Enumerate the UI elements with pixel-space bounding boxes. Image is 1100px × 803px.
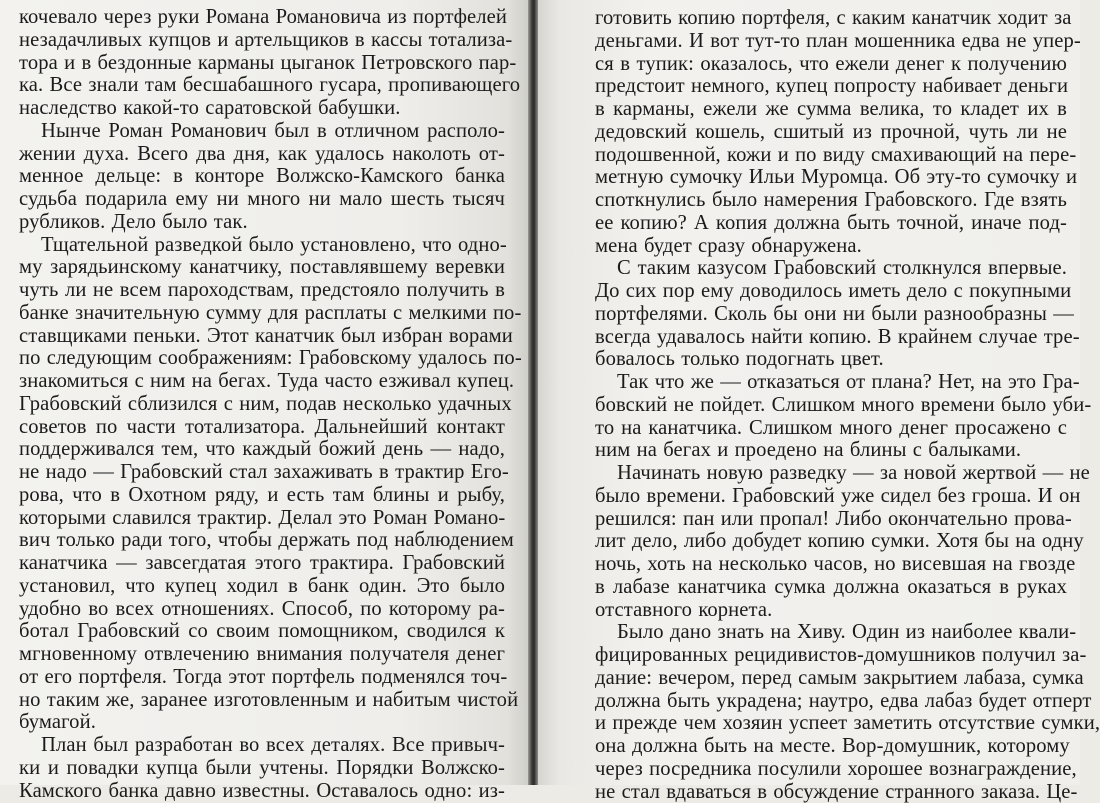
text-line: рубликов. Дело было так.: [19, 211, 505, 234]
text-line: До сих пор ему доводилось иметь дело с покупными: [595, 280, 1067, 303]
text-line: Нынче Роман Романович был в отличном располо-: [19, 120, 505, 143]
text-line: ся в тупик: оказалось, что ежели денег к получению: [595, 53, 1067, 76]
text-line: отставного корнета.: [595, 599, 1067, 622]
text-line: С таким казусом Грабовский столкнулся впервые.: [595, 257, 1067, 280]
text-line: менное дельце: в конторе Волжско-Камского банка: [19, 165, 505, 188]
book-gutter: [528, 0, 538, 785]
left-page-text: [19, 6, 505, 802]
text-line: Было дано знать на Хиву. Один из наиболее квали-: [595, 621, 1067, 644]
text-line: по следующим соображениям: Грабовскому удалось по-: [19, 347, 505, 370]
text-line: кочевало через руки Романа Романовича из портфелей: [19, 6, 505, 29]
right-page-text: [595, 7, 1067, 803]
text-line: советов по части тотализатора. Дальнейший контакт: [19, 416, 505, 439]
text-line: готовить копию портфеля, с каким канатчик ходит за: [595, 7, 1067, 30]
text-line: ставщиками пеньки. Этот канатчик был избран ворами: [19, 325, 505, 348]
text-line: поддерживался тем, что каждый божий день — надо,: [19, 438, 505, 461]
text-line: деньгами. И вот тут-то план мошенника едва не упер-: [595, 30, 1067, 53]
text-line: должна быть украдена; наутро, едва лабаз будет отперт: [595, 690, 1067, 713]
text-line: лит дело, либо добудет копию сумки. Хотя бы на одну: [595, 530, 1067, 553]
text-line: ним на бегах и проедено на блины с балыками.: [595, 439, 1067, 462]
text-line: му зарядьинскому канатчику, поставлявшему веревки: [19, 256, 505, 279]
text-line: Камского банка давно известны. Оставалось одно: из-: [19, 780, 505, 803]
text-line: от его портфеля. Тогда этот портфель подменялся точ-: [19, 666, 505, 689]
text-line: но таким же, заранее изготовленным и набитым чистой: [19, 689, 505, 712]
text-line: Тщательной разведкой было установлено, что одно-: [19, 234, 505, 257]
text-line: удобно во всех отношениях. Способ, по которому ра-: [19, 598, 505, 621]
text-line: тора и в бездонные карманы цыганок Петровского пар-: [19, 52, 505, 75]
text-line: споткнулись было намерения Грабовского. Где взять: [595, 189, 1067, 212]
text-line: Так что же — отказаться от плана? Нет, на это Гра-: [595, 371, 1067, 394]
text-line: ботал Грабовский со своим помощником, сводился к: [19, 620, 505, 643]
text-line: бовский не пойдет. Слишком много времени было уби-: [595, 394, 1067, 417]
text-line: чуть ли не всем пароходствам, предстояло получить в: [19, 279, 505, 302]
text-line: мена будет сразу обнаружена.: [595, 235, 1067, 258]
text-line: она должна быть на месте. Вор-домушник, которому: [595, 735, 1067, 758]
text-line: бовалось только подогнать цвет.: [595, 348, 1067, 371]
text-line: Грабовский сблизился с ним, подав несколько удачных: [19, 393, 505, 416]
text-line: то на канатчика. Слишком много денег просажено с: [595, 417, 1067, 440]
text-line: подошвенной, кожи и по виду смахивающий на пере-: [595, 144, 1067, 167]
text-line: установил, что купец ходил в банк один. Это было: [19, 575, 505, 598]
text-line: дедовский кошель, сшитый из прочной, чуть ли не: [595, 121, 1067, 144]
text-line: через посредника посулили хорошее вознаграждение,: [595, 758, 1067, 781]
text-line: незадачливых купцов и артельщиков в кассы тотализа-: [19, 29, 505, 52]
text-line: банке значительную сумму для расплаты с мелкими по-: [19, 302, 505, 325]
text-line: знакомиться с ним на бегах. Туда часто езживал купец.: [19, 370, 505, 393]
text-line: в карманы, ежели же сумма велика, то кладет их в: [595, 98, 1067, 121]
text-line: судьба подарила ему ни много ни мало шесть тысяч: [19, 188, 505, 211]
text-line: жении духа. Всего два дня, как удалось наколоть от-: [19, 143, 505, 166]
right-page: [538, 0, 1080, 785]
text-line: дание: вечером, перед самым закрытием лабаза, сумка: [595, 667, 1067, 690]
text-line: ка. Все знали там бесшабашного гусара, пропивающего: [19, 74, 505, 97]
text-line: всегда удавалось найти копию. В крайнем случае тре-: [595, 326, 1067, 349]
text-line: которыми славился трактир. Делал это Роман Романо-: [19, 507, 505, 530]
text-line: вич только ради того, чтобы держать под наблюдением: [19, 529, 505, 552]
text-line: бумагой.: [19, 711, 505, 734]
text-line: портфелями. Сколь бы они ни были разнообразны —: [595, 303, 1067, 326]
left-page: [0, 0, 528, 785]
text-line: ночь, хоть на несколько часов, но висевшая на гвозде: [595, 553, 1067, 576]
text-line: и прежде чем хозяин успеет заметить отсутствие сумки,: [595, 712, 1067, 735]
text-line: ки и повадки купца были учтены. Порядки Волжско-: [19, 757, 505, 780]
text-line: План был разработан во всех деталях. Все привыч-: [19, 734, 505, 757]
text-line: рова, что в Охотном ряду, и есть там блины и рыбу,: [19, 484, 505, 507]
text-line: наследство какой-то саратовской бабушки.: [19, 97, 505, 120]
text-line: не стал вдаваться в обсуждение странного заказа. Це-: [595, 781, 1067, 803]
text-line: метную сумочку Ильи Муромца. Об эту-то сумочку и: [595, 166, 1067, 189]
text-line: фицированных рецидивистов-домушников получил за-: [595, 644, 1067, 667]
text-line: решился: пан или пропал! Либо окончательно прова-: [595, 508, 1067, 531]
text-line: мгновенному отвлечению внимания получателя денег: [19, 643, 505, 666]
text-line: в лабазе канатчика сумка должна оказаться в руках: [595, 576, 1067, 599]
text-line: канатчика — завсегдатая этого трактира. Грабовский: [19, 552, 505, 575]
text-line: предстоит немного, купец попросту набивает деньги: [595, 75, 1067, 98]
text-line: Начинать новую разведку — за новой жертвой — не: [595, 462, 1067, 485]
text-line: ее копию? А копия должна быть точной, иначе под-: [595, 212, 1067, 235]
text-line: не надо — Грабовский стал захаживать в трактир Его-: [19, 461, 505, 484]
text-line: было времени. Грабовский уже сидел без гроша. И он: [595, 485, 1067, 508]
